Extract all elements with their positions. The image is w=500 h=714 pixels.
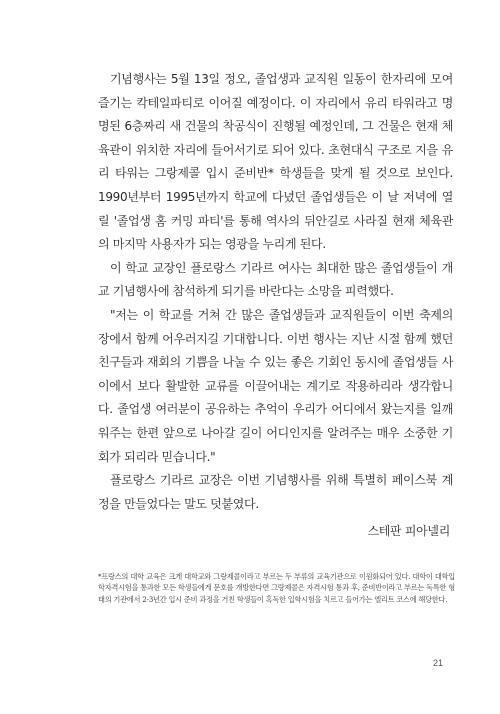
article-body <box>98 68 453 516</box>
paragraph-1: 기념행사는 5월 13일 정오, 졸업생과 교직원 일동이 한자리에 모여 즐기는 칵테일파티로 이어질 예정이다. 이 자리에서 유리 타워라고 명명된 6층짜리 새 건물의 착공식이 진행될 예정인데, 그 건물은 현재 체육관이 위치한 자리에 들어서기로 되어 있다. 초현대식 구조로 지을 유리 타워는 그랑제콜 입시 준비반* 학생들을 맞게 될 것으로 보인다. 1990년부터 1995년까지 학교에 다녔던 졸업생들은 이 날 저녁에 열릴 '졸업생 홈 커밍 파티'를 통해 역사의 뒤안길로 사라질 현재 체육관의 마지막 사용자가 되는 영광을 누리게 된다. <box>98 72 453 252</box>
page-number: 21 <box>432 658 443 668</box>
footnote: *프랑스의 대학 교육은 크게 대학교와 그랑제콜이라고 부르는 두 부류의 교육기관으로 이원화되어 있다. 대학이 대학입학자격시험을 통과한 모든 학생들에게 문호를 개방한다면 그랑제콜은 자격시험 통과 후, 준비반이라고 부르는 독특한 형태의 기관에서 2-3년간 입시 준비 과정을 거친 학생들이 혹독한 입학시험을 치르고 들어가는 엘리트 코스에 해당한다. <box>98 572 455 604</box>
paragraph-4: 플로랑스 기라르 교장은 이번 기념행사를 위해 특별히 페이스북 계정을 만들었다는 말도 덧붙였다. <box>98 473 453 511</box>
author-signature: 스테판 피아넬리 <box>367 524 450 538</box>
paragraph-3: "저는 이 학교를 거쳐 간 많은 졸업생들과 교직원들이 이번 축제의 장에서 함께 어우러지길 기대합니다. 이번 행사는 지난 시절 함께 했던 친구들과 재회의 기쁨을 나눌 수 있는 좋은 기회인 동시에 졸업생들 사이에서 보다 활발한 교류를 이끌어내는 계기로 작용하리라 생각합니다. 졸업생 여러분이 공유하는 추억이 우리가 어디에서 왔는지를 일깨워주는 한편 앞으로 나아갈 길이 어디인지를 알려주는 매우 소중한 기회가 되리라 믿습니다." <box>98 307 453 464</box>
paragraph-2: 이 학교 교장인 플로랑스 기라르 여사는 최대한 많은 졸업생들이 개교 기념행사에 참석하게 되기를 바란다는 소망을 피력했다. <box>98 260 453 299</box>
